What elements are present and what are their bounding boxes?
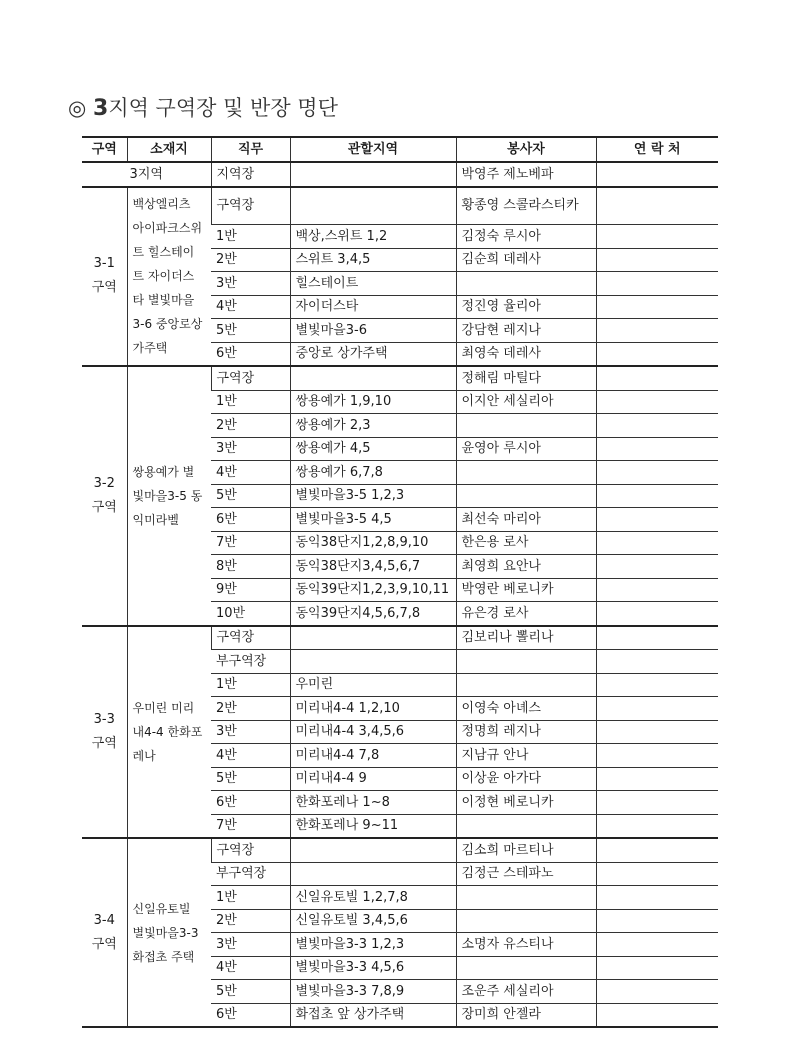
role-cell: 6반 xyxy=(211,791,290,815)
role-cell: 구역장 xyxy=(211,838,290,862)
area-cell xyxy=(290,626,456,650)
volunteer-cell: 김보리나 뽈리나 xyxy=(456,626,596,650)
role-cell: 2반 xyxy=(211,248,290,272)
contact-cell xyxy=(596,437,718,461)
volunteer-cell: 정진영 율리아 xyxy=(456,295,596,319)
contact-cell xyxy=(596,956,718,980)
area-cell: 별빛마을3-6 xyxy=(290,319,456,343)
role-cell: 1반 xyxy=(211,390,290,414)
area-cell: 동익38단지1,2,8,9,10 xyxy=(290,531,456,555)
area-cell: 힐스테이트 xyxy=(290,272,456,296)
contact-cell xyxy=(596,248,718,272)
area-cell: 별빛마을3-5 4,5 xyxy=(290,508,456,532)
role-cell: 2반 xyxy=(211,414,290,438)
area-cell: 쌍용예가 1,9,10 xyxy=(290,390,456,414)
contact-cell xyxy=(596,626,718,650)
contact-cell xyxy=(596,555,718,579)
volunteer-cell: 이영숙 아녜스 xyxy=(456,697,596,721)
volunteer-cell: 소명자 유스티나 xyxy=(456,933,596,957)
role-cell: 부구역장 xyxy=(211,650,290,674)
area-cell: 신일유토빌 3,4,5,6 xyxy=(290,909,456,933)
area-cell xyxy=(290,838,456,862)
header-volunteer: 봉사자 xyxy=(456,137,596,162)
volunteer-cell xyxy=(456,909,596,933)
role-cell: 3반 xyxy=(211,720,290,744)
role-cell: 4반 xyxy=(211,461,290,485)
district-cell: 3-4 구역 xyxy=(82,838,127,1027)
area-cell: 자이더스타 xyxy=(290,295,456,319)
volunteer-cell: 김정숙 루시아 xyxy=(456,225,596,249)
area-cell: 동익39단지4,5,6,7,8 xyxy=(290,602,456,626)
contact-cell xyxy=(596,508,718,532)
contact-cell xyxy=(596,886,718,910)
contact-cell xyxy=(596,578,718,602)
volunteer-cell: 정명희 레지나 xyxy=(456,720,596,744)
contact-cell xyxy=(596,673,718,697)
area-cell: 미리내4-4 9 xyxy=(290,767,456,791)
role-cell: 구역장 xyxy=(211,366,290,390)
table-row xyxy=(82,838,718,862)
area-cell: 한화포레나 1~8 xyxy=(290,791,456,815)
role-cell: 4반 xyxy=(211,295,290,319)
role-cell: 5반 xyxy=(211,484,290,508)
area-cell: 중앙로 상가주택 xyxy=(290,342,456,366)
volunteer-cell: 최영숙 데레사 xyxy=(456,342,596,366)
role-cell: 6반 xyxy=(211,1003,290,1027)
area-cell: 화접초 앞 상가주택 xyxy=(290,1003,456,1027)
volunteer-cell: 정해림 마틸다 xyxy=(456,366,596,390)
area-cell: 신일유토빌 1,2,7,8 xyxy=(290,886,456,910)
volunteer-cell: 김순희 데레사 xyxy=(456,248,596,272)
contact-cell xyxy=(596,767,718,791)
volunteer-cell xyxy=(456,814,596,838)
contact-cell xyxy=(596,1003,718,1027)
contact-cell xyxy=(596,162,718,187)
volunteer-cell: 박영란 베로니카 xyxy=(456,578,596,602)
contact-cell xyxy=(596,531,718,555)
table-row xyxy=(82,187,718,225)
region-leader-row xyxy=(82,162,718,187)
role-cell: 3반 xyxy=(211,933,290,957)
contact-cell xyxy=(596,909,718,933)
volunteer-cell xyxy=(456,484,596,508)
role-cell: 10반 xyxy=(211,602,290,626)
volunteer-cell xyxy=(456,673,596,697)
volunteer-cell: 윤영아 루시아 xyxy=(456,437,596,461)
role-cell: 6반 xyxy=(211,508,290,532)
volunteer-cell xyxy=(456,461,596,485)
contact-cell xyxy=(596,862,718,886)
header-contact: 연 락 처 xyxy=(596,137,718,162)
role-cell: 1반 xyxy=(211,886,290,910)
role-cell: 3반 xyxy=(211,437,290,461)
header-role: 직무 xyxy=(211,137,290,162)
role-cell: 5반 xyxy=(211,980,290,1004)
volunteer-cell: 박영주 제노베파 xyxy=(456,162,596,187)
contact-cell xyxy=(596,650,718,674)
area-cell: 쌍용예가 2,3 xyxy=(290,414,456,438)
area-cell xyxy=(290,366,456,390)
role-cell: 3반 xyxy=(211,272,290,296)
contact-cell xyxy=(596,697,718,721)
area-cell xyxy=(290,862,456,886)
volunteer-cell: 최선숙 마리아 xyxy=(456,508,596,532)
contact-cell xyxy=(596,272,718,296)
area-cell: 스위트 3,4,5 xyxy=(290,248,456,272)
contact-cell xyxy=(596,295,718,319)
roster-body xyxy=(82,162,718,1027)
contact-cell xyxy=(596,366,718,390)
title-number: 3 xyxy=(93,96,109,121)
title-prefix: ◎ xyxy=(68,96,93,120)
volunteer-cell: 조운주 세실리아 xyxy=(456,980,596,1004)
volunteer-cell: 장미희 안젤라 xyxy=(456,1003,596,1027)
area-cell: 별빛마을3-3 1,2,3 xyxy=(290,933,456,957)
volunteer-cell: 이정현 베로니카 xyxy=(456,791,596,815)
area-cell: 별빛마을3-5 1,2,3 xyxy=(290,484,456,508)
volunteer-cell: 이지안 세실리아 xyxy=(456,390,596,414)
contact-cell xyxy=(596,720,718,744)
area-cell: 미리내4-4 3,4,5,6 xyxy=(290,720,456,744)
contact-cell xyxy=(596,319,718,343)
role-cell: 7반 xyxy=(211,531,290,555)
contact-cell xyxy=(596,390,718,414)
district-cell: 3-2 구역 xyxy=(82,366,127,626)
table-row xyxy=(82,366,718,390)
area-cell: 우미린 xyxy=(290,673,456,697)
role-cell: 9반 xyxy=(211,578,290,602)
header-district: 구역 xyxy=(82,137,127,162)
area-cell: 별빛마을3-3 4,5,6 xyxy=(290,956,456,980)
area-cell: 동익38단지3,4,5,6,7 xyxy=(290,555,456,579)
area-cell xyxy=(290,187,456,225)
location-cell: 우미린 미리내4-4 한화포레나 xyxy=(127,626,211,839)
volunteer-cell: 지남규 안나 xyxy=(456,744,596,768)
table-row xyxy=(82,626,718,650)
district-cell: 3-3 구역 xyxy=(82,626,127,839)
contact-cell xyxy=(596,791,718,815)
contact-cell xyxy=(596,414,718,438)
area-cell: 별빛마을3-3 7,8,9 xyxy=(290,980,456,1004)
volunteer-cell: 김소희 마르티나 xyxy=(456,838,596,862)
area-cell: 동익39단지1,2,3,9,10,11 xyxy=(290,578,456,602)
volunteer-cell: 김정근 스테파노 xyxy=(456,862,596,886)
role-cell: 2반 xyxy=(211,697,290,721)
area-cell xyxy=(290,650,456,674)
volunteer-cell: 최영희 요안나 xyxy=(456,555,596,579)
roster-table xyxy=(82,136,718,1028)
location-cell: 쌍용예가 별빛마을3-5 동익미라벨 xyxy=(127,366,211,626)
volunteer-cell: 유은경 로사 xyxy=(456,602,596,626)
volunteer-cell xyxy=(456,272,596,296)
volunteer-cell xyxy=(456,414,596,438)
page-title xyxy=(68,92,338,122)
header-row xyxy=(82,137,718,162)
volunteer-cell: 강담현 레지나 xyxy=(456,319,596,343)
area-cell: 미리내4-4 7,8 xyxy=(290,744,456,768)
role-cell: 구역장 xyxy=(211,187,290,225)
role-cell: 4반 xyxy=(211,744,290,768)
location-cell: 백상엘리츠 아이파크스위트 힐스테이트 자이더스타 별빛마을3-6 중앙로상가주택 xyxy=(127,187,211,367)
role-cell: 5반 xyxy=(211,319,290,343)
role-cell: 4반 xyxy=(211,956,290,980)
contact-cell xyxy=(596,980,718,1004)
volunteer-cell: 한은용 로사 xyxy=(456,531,596,555)
contact-cell xyxy=(596,484,718,508)
volunteer-cell: 황종영 스콜라스티카 xyxy=(456,187,596,225)
contact-cell xyxy=(596,814,718,838)
role-cell: 5반 xyxy=(211,767,290,791)
role-cell: 7반 xyxy=(211,814,290,838)
contact-cell xyxy=(596,225,718,249)
area-cell: 한화포레나 9~11 xyxy=(290,814,456,838)
role-cell: 1반 xyxy=(211,225,290,249)
district-cell: 3-1 구역 xyxy=(82,187,127,367)
contact-cell xyxy=(596,461,718,485)
contact-cell xyxy=(596,933,718,957)
volunteer-cell: 이상윤 아가다 xyxy=(456,767,596,791)
role-cell: 6반 xyxy=(211,342,290,366)
role-cell: 지역장 xyxy=(211,162,290,187)
contact-cell xyxy=(596,744,718,768)
header-location: 소재지 xyxy=(127,137,211,162)
role-cell: 1반 xyxy=(211,673,290,697)
area-cell: 백상,스위트 1,2 xyxy=(290,225,456,249)
role-cell: 2반 xyxy=(211,909,290,933)
contact-cell xyxy=(596,187,718,225)
region-label: 3지역 xyxy=(82,162,211,187)
header-area: 관할지역 xyxy=(290,137,456,162)
volunteer-cell xyxy=(456,650,596,674)
area-cell xyxy=(290,162,456,187)
volunteer-cell xyxy=(456,886,596,910)
role-cell: 부구역장 xyxy=(211,862,290,886)
role-cell: 구역장 xyxy=(211,626,290,650)
volunteer-cell xyxy=(456,956,596,980)
role-cell: 8반 xyxy=(211,555,290,579)
area-cell: 미리내4-4 1,2,10 xyxy=(290,697,456,721)
area-cell: 쌍용예가 6,7,8 xyxy=(290,461,456,485)
area-cell: 쌍용예가 4,5 xyxy=(290,437,456,461)
contact-cell xyxy=(596,342,718,366)
location-cell: 신일유토빌 별빛마을3-3 화접초 주택 xyxy=(127,838,211,1027)
contact-cell xyxy=(596,602,718,626)
title-text: 지역 구역장 및 반장 명단 xyxy=(108,96,338,120)
contact-cell xyxy=(596,838,718,862)
